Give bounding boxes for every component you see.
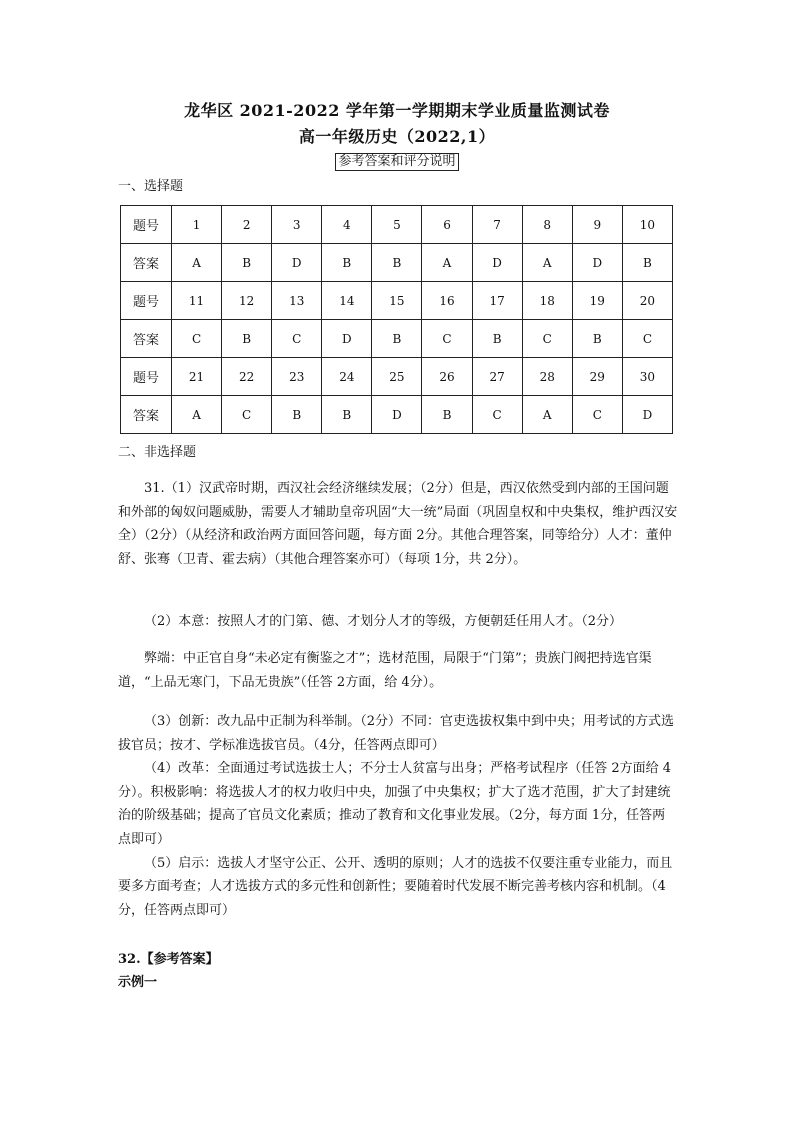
q31-part1-answer: 31.（1）汉武帝时期，西汉社会经济继续发展；（2分）但是，西汉依然受到内部的王国问题和外部的匈奴问题威胁，需要人才辅助皇帝巩固“大一统”局面（巩固皇权和中央集权，维护西汉安全）（2分）（从经济和政治两方面回答问题，每方面 2分。其他合理答案，同等给分）人才：董仲舒、张骞（卫青、霍去病）（其他合理答案亦可）（每项 1分，共 2分）。 xyxy=(118,481,678,567)
table-row-answers xyxy=(121,396,673,434)
q31-part5-answer: （5）启示：选拔人才坚守公正、公开、透明的原则；人才的选拔不仅要注重专业能力，而且要多方面考查；人才选拔方式的多元性和创新性；要随着时代发展不断完善考核内容和机制。（4分，任答两点即可） xyxy=(118,855,673,918)
row-label-number: 题号 xyxy=(121,282,172,320)
answer-cell: B xyxy=(222,244,272,282)
question-number: 22 xyxy=(222,358,272,396)
answer-cell: D xyxy=(572,244,622,282)
answer-cell: B xyxy=(572,320,622,358)
answer-cell: C xyxy=(422,320,472,358)
q31-part3-answer: （3）创新：改九品中正制为科举制。（2分）不同：官吏选拔权集中到中央；用考试的方式选拔官员；按才、学标准选拔官员。（4分，任答两点即可） xyxy=(118,714,675,753)
question-number: 3 xyxy=(272,206,322,244)
question-number: 19 xyxy=(572,282,622,320)
answer-cell: B xyxy=(322,396,372,434)
question-number: 6 xyxy=(422,206,472,244)
answer-cell: C xyxy=(172,320,222,358)
question-number: 25 xyxy=(372,358,422,396)
section-choice-heading: 一、选择题 xyxy=(118,179,184,194)
question-number: 28 xyxy=(522,358,572,396)
answer-table xyxy=(120,205,673,434)
answer-cell: A xyxy=(422,244,472,282)
question-number: 30 xyxy=(622,358,672,396)
example-label: 示例一 xyxy=(118,975,158,990)
table-row-answers xyxy=(121,244,673,282)
answer-cell: B xyxy=(322,244,372,282)
question-number: 15 xyxy=(372,282,422,320)
answer-cell: C xyxy=(472,396,522,434)
q31-part2-answer: （2）本意：按照人才的门第、德、才划分人才的等级，方便朝廷任用人才。（2分） xyxy=(144,614,623,629)
question-number: 4 xyxy=(322,206,372,244)
answer-cell: B xyxy=(272,396,322,434)
question-number: 8 xyxy=(522,206,572,244)
question-number: 11 xyxy=(172,282,222,320)
question-number: 10 xyxy=(622,206,672,244)
question-number: 2 xyxy=(222,206,272,244)
exam-title: 龙华区 2021-2022 学年第一学期期末学业质量监测试卷 xyxy=(184,101,610,120)
answer-cell: A xyxy=(522,396,572,434)
answer-cell: B xyxy=(372,244,422,282)
answer-key-label-box xyxy=(0,150,794,171)
q31-part4-answer: （4）改革：全面通过考试选拔士人；不分士人贫富与出身；严格考试程序（任答 2方面给 4分）。积极影响：将选拔人才的权力收归中央，加强了中央集权；扩大了选才范围，扩大了封建统治的阶级基础；提高了官员文化素质；推动了教育和文化事业发展。（2分，每方面 1分，任答两点即可） xyxy=(118,761,672,847)
q31-part2-drawback: 弊端：中正官自身“未必定有衡鉴之才”；选材范围，局限于“门第”；贵族门阀把持选官渠道，“上品无寒门，下品无贵族”（任答 2方面，给 4分）。 xyxy=(118,651,652,690)
question-number: 20 xyxy=(622,282,672,320)
row-label-number: 题号 xyxy=(121,358,172,396)
question-number: 17 xyxy=(472,282,522,320)
answer-cell: C xyxy=(622,320,672,358)
question-number: 23 xyxy=(272,358,322,396)
question-number: 5 xyxy=(372,206,422,244)
answer-cell: B xyxy=(472,320,522,358)
answer-cell: C xyxy=(572,396,622,434)
row-label-answer: 答案 xyxy=(121,320,172,358)
table-row-answers xyxy=(121,320,673,358)
question-number: 29 xyxy=(572,358,622,396)
question-number: 18 xyxy=(522,282,572,320)
answer-cell: D xyxy=(272,244,322,282)
q31-parts345 xyxy=(118,710,678,922)
question-number: 7 xyxy=(472,206,522,244)
table-row-numbers xyxy=(121,358,673,396)
answer-cell: A xyxy=(522,244,572,282)
question-number: 1 xyxy=(172,206,222,244)
section-nonchoice-heading: 二、非选择题 xyxy=(118,445,197,460)
q32-heading: 32.【参考答案】 xyxy=(118,952,219,967)
row-label-answer: 答案 xyxy=(121,244,172,282)
question-number: 27 xyxy=(472,358,522,396)
question-number: 26 xyxy=(422,358,472,396)
answer-cell: C xyxy=(222,396,272,434)
question-number: 21 xyxy=(172,358,222,396)
answer-cell: A xyxy=(172,244,222,282)
question-number: 9 xyxy=(572,206,622,244)
answer-cell: C xyxy=(272,320,322,358)
table-row-numbers xyxy=(121,282,673,320)
question-number: 24 xyxy=(322,358,372,396)
row-label-answer: 答案 xyxy=(121,396,172,434)
answer-cell: B xyxy=(622,244,672,282)
row-label-number: 题号 xyxy=(121,206,172,244)
table-row-numbers xyxy=(121,206,673,244)
question-number: 13 xyxy=(272,282,322,320)
answer-key-label: 参考答案和评分说明 xyxy=(335,153,458,171)
question-number: 14 xyxy=(322,282,372,320)
answer-cell: B xyxy=(372,320,422,358)
answer-cell: C xyxy=(522,320,572,358)
exam-subtitle-grade: 高一年级历史（2022,1） xyxy=(298,127,496,146)
answer-cell: B xyxy=(422,396,472,434)
answer-cell: D xyxy=(472,244,522,282)
question-number: 12 xyxy=(222,282,272,320)
answer-cell: D xyxy=(372,396,422,434)
answer-cell: D xyxy=(622,396,672,434)
answer-cell: B xyxy=(222,320,272,358)
question-number: 16 xyxy=(422,282,472,320)
answer-cell: D xyxy=(322,320,372,358)
answer-cell: A xyxy=(172,396,222,434)
